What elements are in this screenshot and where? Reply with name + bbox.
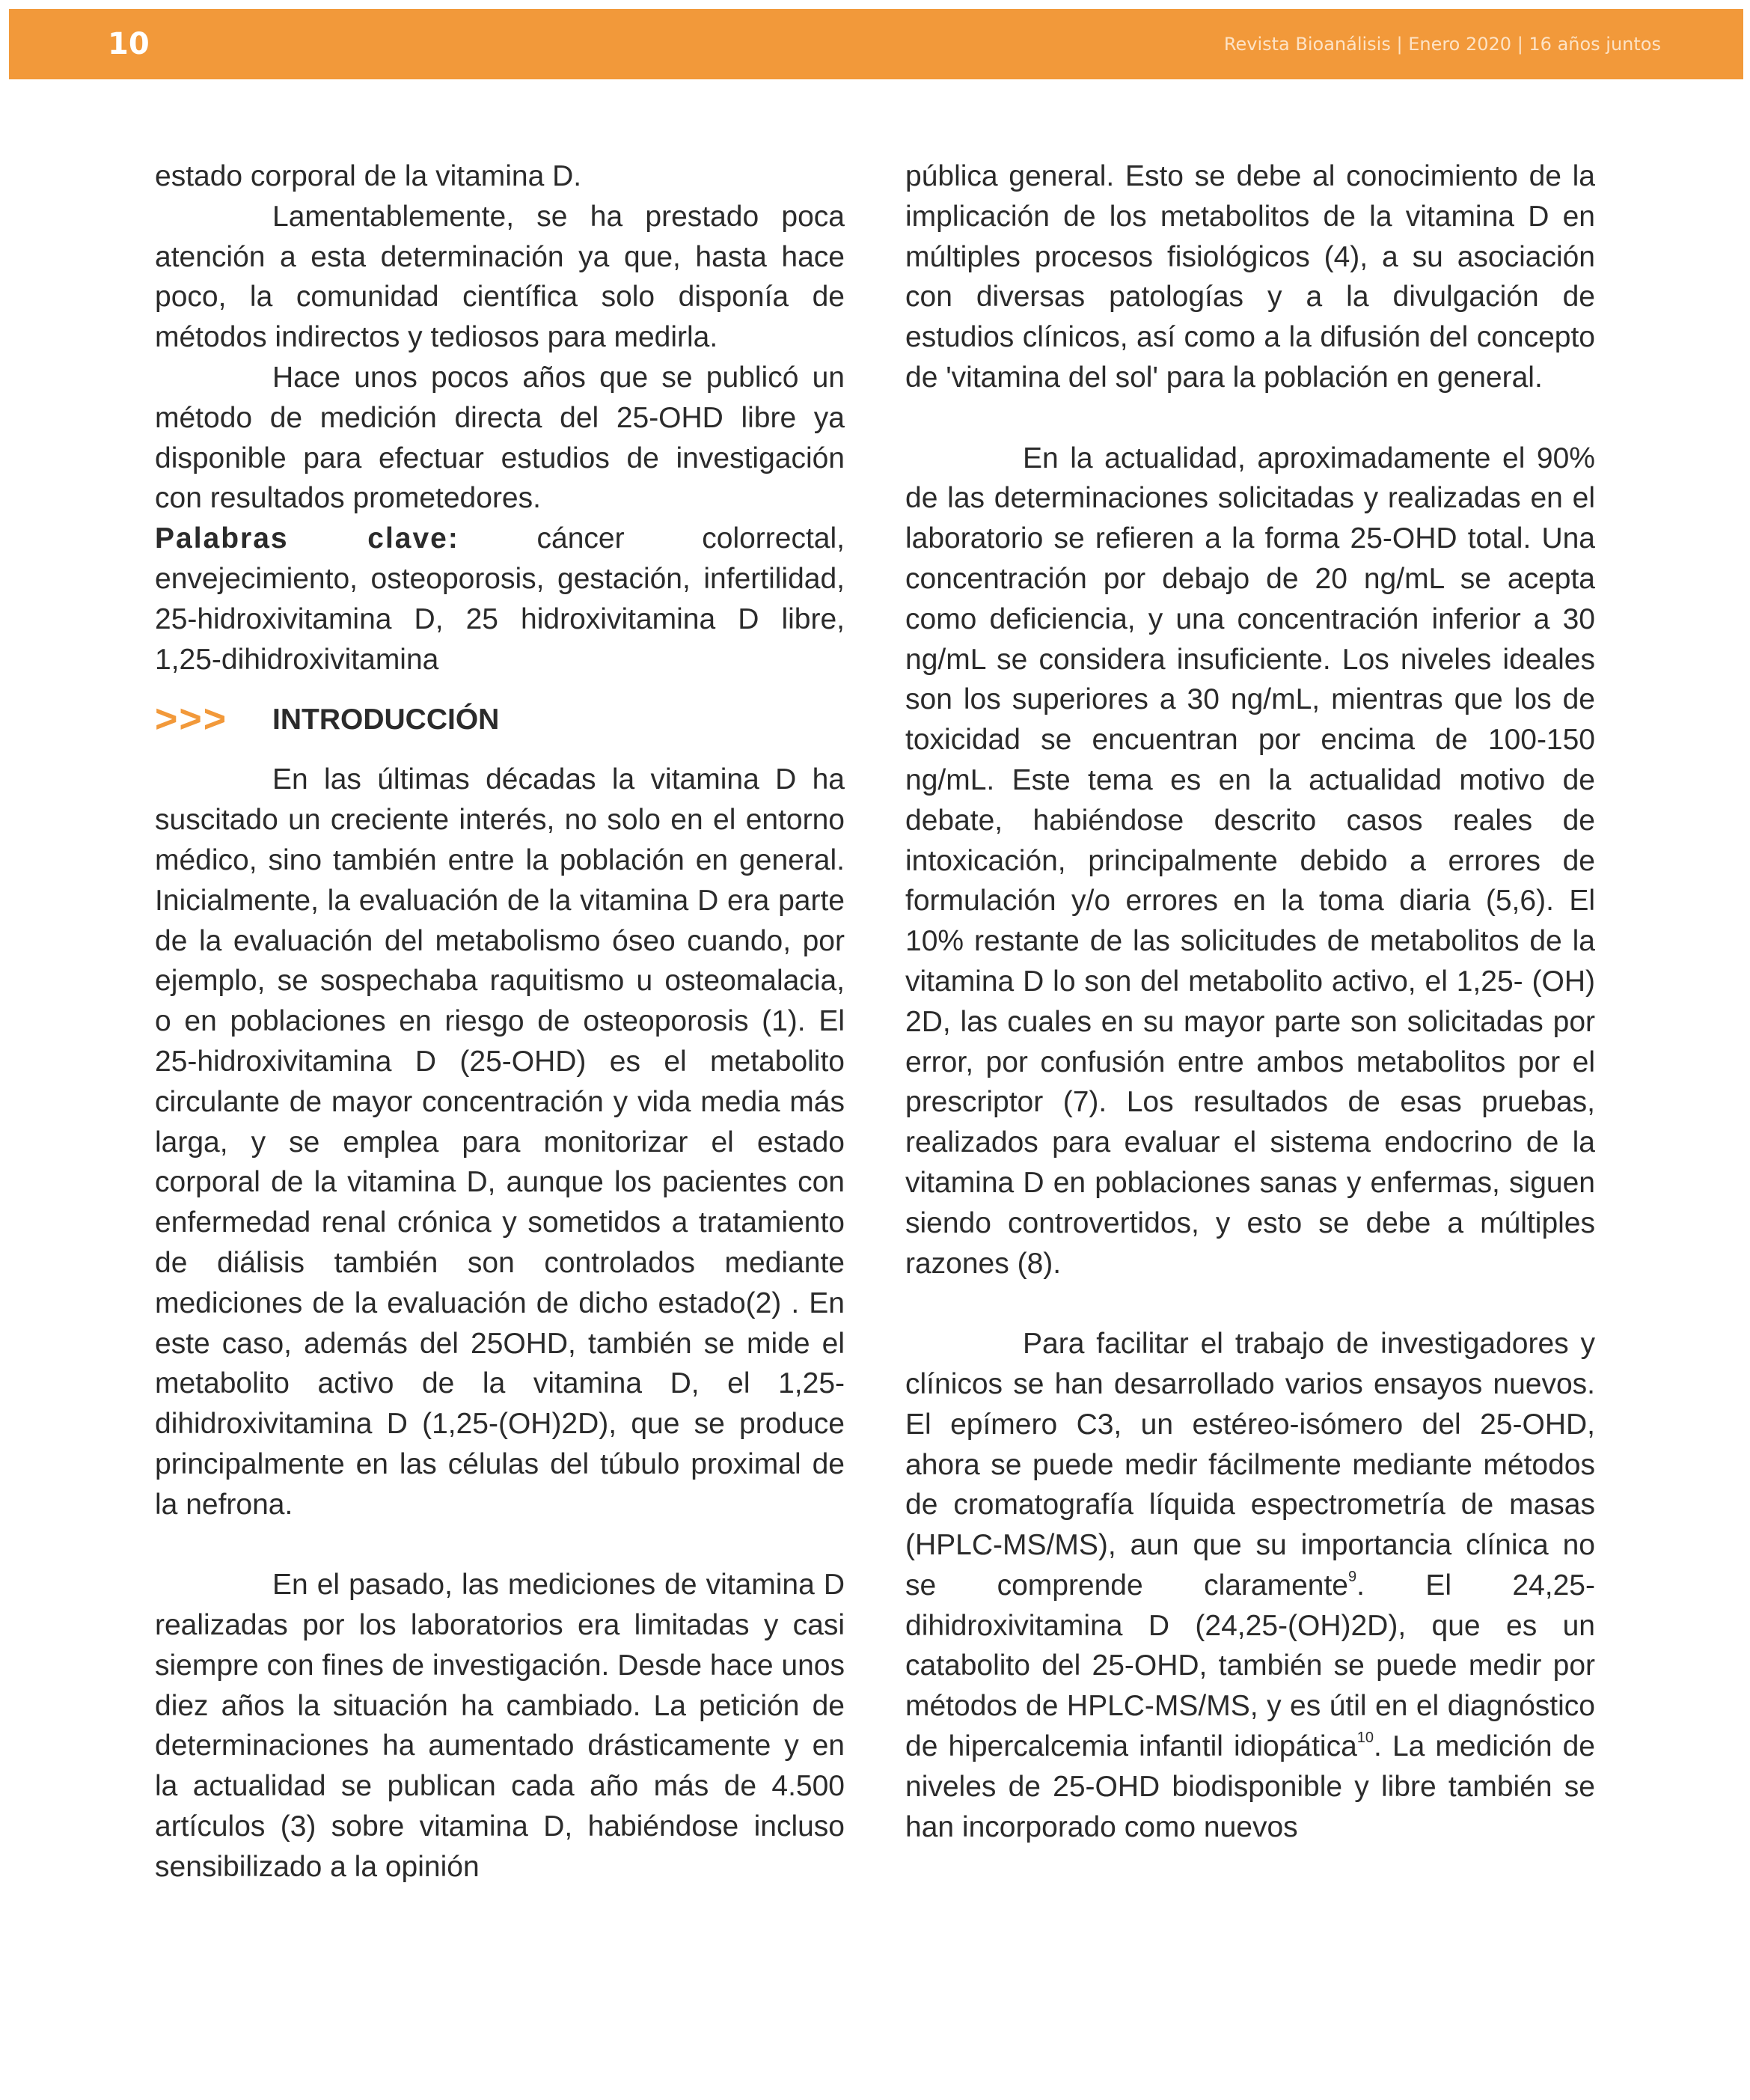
section-title: INTRODUCCIÓN (272, 703, 500, 736)
paragraph-text: Para facilitar el trabajo de investigadores y clínicos se han desarrollado varios ensayos nuevos. El epímero C3, un estéreo-isómero del 25-OHD, ahora se puede medir fácilmente mediante métodos de cromatografía líquida espectrometría de masas (HPLC-MS/MS), aun que su importancia clínica no se comprende claramente (905, 1328, 1595, 1602)
keywords (155, 519, 845, 680)
paragraph: Lamentablemente, se ha prestado poca atención a esta determinación ya que, hasta hace poco, la comunidad científica solo disponía de métodos indirectos y tediosos para medirla. (155, 200, 845, 354)
paragraph: Hace unos pocos años que se publicó un método de medición directa del 25-OHD libre ya disponible para efectuar estudios de investigación con resultados prometedores. (155, 361, 845, 515)
paragraph: En las últimas décadas la vitamina D ha suscitado un creciente interés, no solo en el entorno médico, sino también entre la población en general. Inicialmente, la evaluación de la vitamina D era parte de la evaluación del metabolismo óseo cuando, por ejemplo, se sospechaba raquitismo u osteomalacia, o en poblaciones en riesgo de osteoporosis (1). El 25-hidroxivitamina D (25-OHD) es el metabolito circulante de mayor concentración y vida media más larga, y se emplea para monitorizar el estado corporal de la vitamina D, aunque los pacientes con enfermedad renal crónica y sometidos a tratamiento de diálisis también son controlados mediante mediciones de la evaluación de dicho estado(2) . En este caso, además del 25OHD, también se mide el metabolito activo de la vitamina D, el 1,25-dihidroxivitamina D (1,25-(OH)2D), que se produce principalmente en las células del túbulo proximal de la nefrona. (155, 763, 845, 1521)
reference-superscript: 10 (1356, 1730, 1374, 1747)
keywords-text: cáncer colorrectal, envejecimiento, osteoporosis, gestación, infertilidad, 25-hidroxivitamina D, 25 hidroxivitamina D libre, 1,25-dihidroxivitamina (155, 522, 845, 676)
paragraph: estado corporal de la vitamina D. (155, 160, 582, 192)
header-bar (9, 9, 1743, 79)
reference-superscript: 9 (1348, 1568, 1357, 1585)
paragraph-text: . La medición de niveles de 25-OHD biodisponible y libre también se han incorporado como nuevos (905, 1730, 1595, 1843)
paragraph: pública general. Esto se debe al conocimiento de la implicación de los metabolitos de la vitamina D en múltiples procesos fisiológicos (4), a su asociación con diversas patologías y a la divulgación de estudios clínicos, así como a la difusión del concepto de 'vitamina del sol' para la población en general. (905, 160, 1595, 394)
section-heading (155, 680, 845, 760)
left-column (155, 156, 845, 1887)
paragraph: En la actualidad, aproximadamente el 90% de las determinaciones solicitadas y realizadas en el laboratorio se refieren a la forma 25-OHD total. Una concentración por debajo de 20 ng/mL se acepta como deficiencia, y una concentración inferior a 30 ng/mL se considera insuficiente. Los niveles ideales son los superiores a 30 ng/mL, mientras que los de toxicidad se encuentran por encima de 100-150 ng/mL. Este tema es en la actualidad motivo de debate, habiéndose descrito casos reales de intoxicación, principalmente debido a errores de formulación y/o errores en la toma diaria (5,6). El 10% restante de las solicitudes de metabolitos de la vitamina D lo son del metabolito activo, el 1,25- (OH) 2D, las cuales en su mayor parte son solicitadas por error, por confusión entre ambos metabolitos por el prescriptor (7). Los resultados de esas pruebas, realizados para evaluar el sistema endocrino de la vitamina D en poblaciones sanas y enfermas, siguen siendo controvertidos, y esto se debe a múltiples razones (8). (905, 442, 1595, 1280)
paragraph-text: . El 24,25-dihidroxivitamina D (24,25-(OH)2D), que es un catabolito del 25-OHD, también se puede medir por métodos de HPLC-MS/MS, y es útil en el diagnóstico de hipercalcemia infantil idiopática (905, 1569, 1595, 1763)
paragraph (905, 1324, 1595, 1847)
journal-title: Revista Bioanálisis | Enero 2020 | 16 años juntos (1223, 34, 1661, 55)
paragraph: En el pasado, las mediciones de vitamina D realizadas por los laboratorios era limitadas y casi siempre con fines de investigación. Desde hace unos diez años la situación ha cambiado. La petición de determinaciones ha aumentado drásticamente y en la actualidad se publican cada año más de 4.500 artículos (3) sobre vitamina D, habiéndose incluso sensibilizado a la opinión (155, 1569, 845, 1883)
keywords-label: Palabras clave: (155, 522, 459, 555)
section-arrows-icon: >>> (155, 697, 228, 741)
page-number: 10 (108, 27, 150, 61)
right-column (905, 156, 1595, 1847)
